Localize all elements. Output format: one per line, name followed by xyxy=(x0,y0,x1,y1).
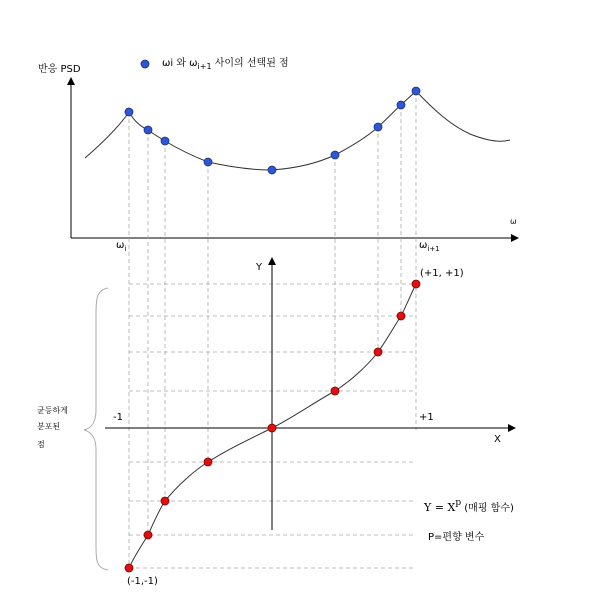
brace-label-line3: 점 xyxy=(37,440,45,449)
mapping-x-axis-label: X xyxy=(494,434,501,445)
brace-label-line1: 균등하게 xyxy=(37,406,68,415)
mapped-point xyxy=(204,458,212,466)
mapped-point xyxy=(268,424,276,432)
mapped-point xyxy=(374,348,382,356)
psd-x-axis-label: ω xyxy=(510,217,517,226)
top-right-point-label: (+1, +1) xyxy=(420,268,464,279)
psd-y-axis-label: 반응 PSD xyxy=(38,64,81,75)
psd-point xyxy=(161,137,169,145)
psd-point xyxy=(331,151,339,159)
psd-point xyxy=(397,101,405,109)
mapped-point xyxy=(331,387,339,395)
legend-blue-marker xyxy=(141,60,149,68)
brace-label-line2: 분포된 xyxy=(37,422,61,431)
legend-text-part1: ωi 와 ω xyxy=(162,58,198,69)
bottom-left-point-label: (-1,-1) xyxy=(127,576,158,587)
minus-one-label: -1 xyxy=(113,412,123,423)
psd-point xyxy=(125,108,133,116)
psd-selected-points xyxy=(125,87,420,174)
legend-text xyxy=(162,56,289,71)
legend-text-part2: 사이의 선택된 점 xyxy=(211,58,289,69)
mapped-point xyxy=(125,564,133,572)
mapped-point xyxy=(412,280,420,288)
mapped-point xyxy=(144,531,152,539)
mapping-y-axis-label: Y xyxy=(256,262,263,273)
psd-point xyxy=(144,126,152,134)
mapping-equation: $Y = X^p$ (매핑 함수) xyxy=(424,498,514,514)
omega-i-label: $\omega_i$ xyxy=(116,240,127,253)
psd-point xyxy=(374,123,382,131)
omega-i-plus-1-label: $\omega_{i+1}$ xyxy=(419,240,440,253)
plus-one-label: +1 xyxy=(419,412,434,423)
mapped-point xyxy=(397,312,405,320)
psd-point xyxy=(268,166,276,174)
psd-point xyxy=(204,158,212,166)
mapped-point xyxy=(161,497,169,505)
bias-parameter-label: P=편향 변수 xyxy=(428,532,485,543)
left-brace xyxy=(84,288,108,570)
psd-point xyxy=(412,87,420,95)
legend-text-sub: i+1 xyxy=(197,62,212,71)
